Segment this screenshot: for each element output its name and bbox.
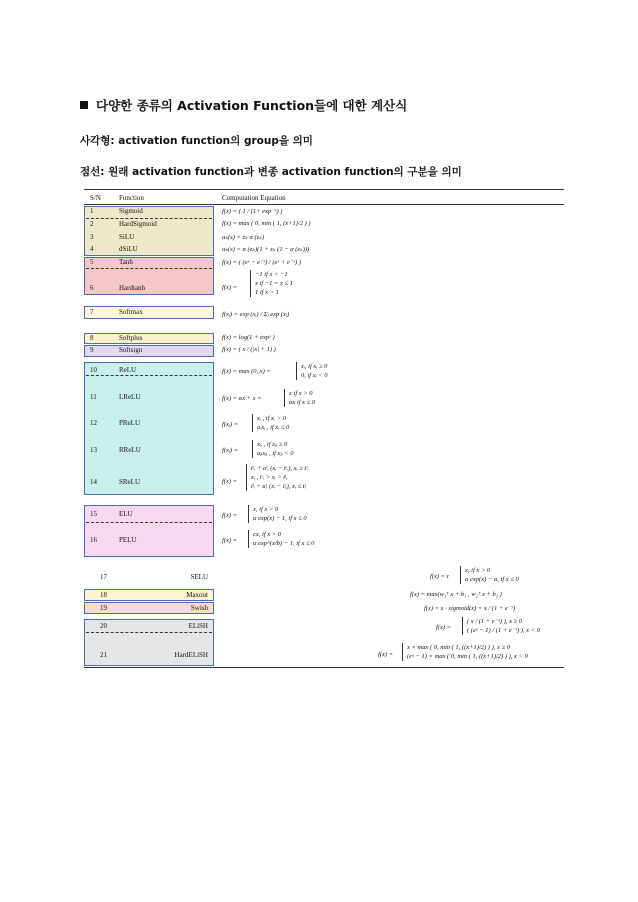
- equation-tanh: f(x) = ( (eˣ − e⁻ˣ) / (eˣ + e⁻ˣ) ): [222, 259, 301, 266]
- row-sn-10: 10: [90, 366, 97, 374]
- case-line: αx if x ≤ 0: [289, 399, 316, 406]
- equation-srelu-cases: [246, 464, 309, 491]
- case-line: tʳᵢ + aʳᵢ (xᵢ − tʳᵢ), xᵢ ≥ tʳᵢ: [251, 465, 309, 472]
- equation-pelu-prefix: f(x) =: [222, 537, 238, 544]
- equation-elu-prefix: f(x) =: [222, 512, 238, 519]
- row-function-rrelu: RReLU: [119, 446, 141, 454]
- group-softplus: [84, 333, 214, 344]
- legend-square-note: 사각형: activation function의 group을 의미: [80, 135, 313, 147]
- legend-dotted-note: 점선: 원래 activation function과 변종 activation function의 구분을 의미: [80, 166, 462, 178]
- row-sn-17: 17: [100, 573, 107, 581]
- equation-prelu-cases: [252, 414, 289, 432]
- row-sn-21: 21: [100, 651, 107, 659]
- row-sn-16: 16: [90, 536, 97, 544]
- case-line: α exp(x) − α, if x ≤ 0: [465, 576, 519, 583]
- row-function-relu: ReLU: [119, 366, 137, 374]
- group-softmax: [84, 306, 214, 319]
- equation-swish: f(x) = x · sigmoid(x) = x / (1 + e⁻ˣ): [424, 605, 516, 612]
- row-function-lrelu: LReLU: [119, 393, 141, 401]
- case-line: x if x > 0: [289, 390, 313, 397]
- equation-softsign: f(x) = ( x / (|x| + 1) ): [222, 346, 276, 353]
- row-function-elu: ELU: [119, 510, 133, 518]
- equation-softmax: f(xᵢ) = exp (xᵢ) / Σⱼ exp (xⱼ): [222, 311, 290, 318]
- group-relu: [84, 362, 214, 495]
- group-elu: [84, 505, 214, 557]
- case-line: x × max ( 0, min ( 1, ((x+1)/2) ) ), x ≥ 0: [407, 644, 510, 651]
- row-function-swish: Swish: [190, 604, 208, 612]
- row-function-prelu: PReLU: [119, 419, 140, 427]
- row-function-sigmoid: Sigmoid: [119, 207, 143, 215]
- equation-elish-cases: [462, 617, 540, 635]
- header-sn: S/N: [90, 194, 101, 202]
- equation-rrelu-cases: [252, 440, 294, 458]
- case-line: (eˣ − 1) × max ( 0, min ( 1, ((x+1)/2) ) ), x < 0: [407, 653, 528, 660]
- case-line: x, if x > 0: [253, 506, 279, 513]
- case-line: α exp(x) − 1, if x ≤ 0: [253, 515, 307, 522]
- row-function-elish: ELiSH: [188, 622, 208, 630]
- row-function-maxout: Maxout: [186, 591, 208, 599]
- equation-hardtanh-prefix: f(x) =: [222, 284, 238, 291]
- equation-pelu-cases: [248, 530, 314, 548]
- table-header-rule: [84, 204, 564, 205]
- dashed-separator: [86, 632, 212, 633]
- row-sn-20: 20: [100, 622, 107, 630]
- equation-sigmoid: f(x) = ( 1 / (1+ exp⁻ˣ) ): [222, 208, 283, 215]
- equation-softplus: f(x) = log(1 + expˣ ): [222, 334, 275, 341]
- row-function-tanh: Tanh: [119, 258, 133, 266]
- case-line: xⱼᵢ , if xⱼᵢ ≥ 0: [257, 441, 288, 448]
- case-line: 0, if xᵢ < 0: [301, 372, 328, 379]
- row-sn-15: 15: [90, 510, 97, 518]
- equation-selu-prefix: f(x) = τ: [430, 573, 449, 580]
- group-sigmoid: [84, 206, 214, 256]
- header-function: Function: [119, 194, 144, 202]
- row-sn-13: 13: [90, 446, 97, 454]
- row-function-silu: SiLU: [119, 233, 135, 241]
- equation-srelu-prefix: f(x) =: [222, 478, 238, 485]
- row-sn-18: 18: [100, 591, 107, 599]
- equation-elu-cases: [248, 505, 307, 523]
- equation-relu-prefix: f(x) = max (0, x) =: [222, 368, 271, 375]
- row-sn-9: 9: [90, 346, 94, 354]
- case-line: cx, if x > 0: [253, 531, 282, 538]
- dashed-separator: [86, 522, 212, 523]
- case-line: xᵢ , if xᵢ > 0: [257, 415, 286, 422]
- row-sn-5: 5: [90, 258, 94, 266]
- row-function-pelu: PELU: [119, 536, 137, 544]
- bullet-square-icon: [80, 101, 88, 109]
- row-function-hardelish: HardELiSH: [174, 651, 208, 659]
- equation-silu: aₖ(s) = zₖ α (zₖ): [222, 234, 265, 241]
- row-function-srelu: SReLU: [119, 478, 140, 486]
- row-sn-8: 8: [90, 334, 94, 342]
- group-tanh: [84, 257, 214, 295]
- case-line: x if −1 = x ≤ 1: [255, 280, 293, 287]
- case-line: ( x / (1 + e⁻ˣ) ), x ≥ 0: [467, 618, 523, 625]
- header-equation: Computation Equation: [222, 194, 286, 202]
- row-sn-2: 2: [90, 220, 94, 228]
- dashed-separator: [86, 268, 212, 269]
- row-sn-19: 19: [100, 604, 107, 612]
- dashed-separator: [86, 375, 212, 376]
- case-line: 1 if x > 1: [255, 289, 279, 296]
- case-line: aᵢxᵢ , if xᵢ ≤ 0: [257, 424, 290, 431]
- row-sn-4: 4: [90, 245, 94, 253]
- case-line: aⱼᵢxⱼᵢ , if xⱼᵢ < 0: [257, 450, 294, 457]
- row-sn-12: 12: [90, 419, 97, 427]
- dashed-separator: [86, 218, 212, 219]
- table-top-rule: [84, 189, 564, 190]
- page-heading: [80, 96, 407, 114]
- row-function-hardsigmoid: HardSigmoid: [119, 220, 157, 228]
- equation-lrelu-prefix: f(x) = αx + x =: [222, 395, 262, 402]
- row-sn-14: 14: [90, 478, 97, 486]
- equation-prelu-prefix: f(xᵢ) =: [222, 421, 239, 428]
- equation-dsilu: aₖ(s) = α (zₖ)(1 + zₖ (1 − α (zₖ))): [222, 246, 310, 253]
- case-line: xᵢ , tʳᵢ > xᵢ > tˡᵢ: [251, 474, 287, 481]
- page-heading-text: 다양한 종류의 Activation Function들에 대한 계산식: [96, 98, 408, 113]
- case-line: x, if x > 0: [465, 567, 491, 574]
- equation-maxout: f(x) = max(w₁ᵀ x + b₁ , w₂ᵀ x + b₂ ): [410, 591, 502, 598]
- row-function-hardtanh: Hardtanh: [119, 284, 146, 292]
- row-sn-11: 11: [90, 393, 97, 401]
- case-line: ( (eˣ − 1) / (1 + e⁻ˣ) ), x < 0: [467, 627, 540, 634]
- row-sn-6: 6: [90, 284, 94, 292]
- row-function-selu: SELU: [190, 573, 208, 581]
- equation-relu-cases: [296, 362, 328, 380]
- equation-hardsigmoid: f(x) = max ( 0, min ( 1, (x+1)/2 ) ): [222, 220, 311, 227]
- row-function-softplus: Softplus: [119, 334, 143, 342]
- equation-hardtanh-cases: [250, 270, 293, 297]
- row-sn-3: 3: [90, 233, 94, 241]
- row-sn-7: 7: [90, 308, 94, 316]
- row-sn-1: 1: [90, 207, 94, 215]
- group-softsign: [84, 345, 214, 357]
- equation-hardelish-prefix: f(x) =: [378, 651, 394, 658]
- table-bottom-rule: [84, 667, 564, 668]
- case-line: −1 if x < −1: [255, 271, 288, 278]
- equation-rrelu-prefix: f(xᵢ) =: [222, 447, 239, 454]
- equation-lrelu-cases: [284, 389, 315, 407]
- row-function-dsilu: dSiLU: [119, 245, 138, 253]
- case-line: α exp^(x/b) − 1, if x ≤ 0: [253, 540, 315, 547]
- equation-hardelish-cases: [402, 643, 528, 661]
- equation-selu-cases: [460, 566, 519, 584]
- case-line: tˡᵢ + aˡᵢ (xᵢ − tˡᵢ), xᵢ ≤ tˡᵢ: [251, 483, 307, 490]
- row-function-softmax: Softmax: [119, 308, 143, 316]
- equation-elish-prefix: f(x) =: [436, 624, 452, 631]
- case-line: xᵢ, if xᵢ ≥ 0: [301, 363, 328, 370]
- row-function-softsign: Softsign: [119, 346, 143, 354]
